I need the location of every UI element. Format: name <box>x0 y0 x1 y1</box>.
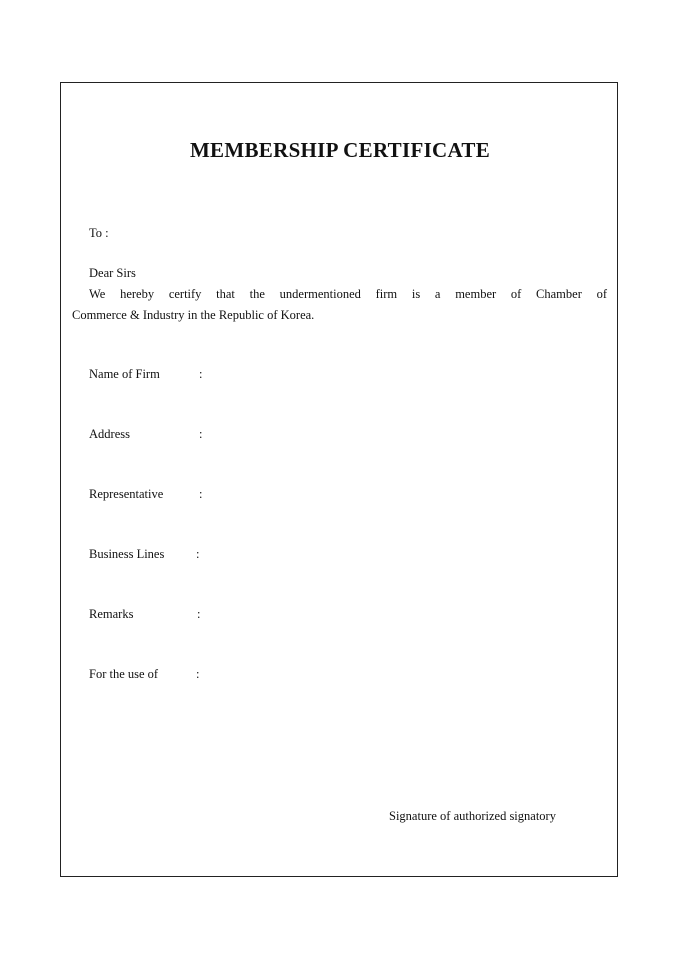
field-label-remarks: Remarks <box>89 607 134 621</box>
field-label-business-lines: Business Lines <box>89 547 165 561</box>
certification-text-line-1: We hereby certify that the undermentioned firm is a member of Chamber of <box>89 287 607 301</box>
field-colon-name-of-firm: : <box>199 367 203 381</box>
certificate-title: MEMBERSHIP CERTIFICATE <box>189 138 491 162</box>
salutation: Dear Sirs <box>89 266 136 280</box>
field-label-name-of-firm: Name of Firm <box>89 367 160 381</box>
field-label-address: Address <box>89 427 130 441</box>
field-colon-representative: : <box>199 487 203 501</box>
certificate-border <box>60 82 618 877</box>
field-colon-address: : <box>199 427 203 441</box>
field-colon-remarks: : <box>197 607 201 621</box>
signature-label: Signature of authorized signatory <box>389 809 556 823</box>
field-colon-business-lines: : <box>196 547 200 561</box>
field-label-for-the-use-of: For the use of <box>89 667 159 681</box>
field-label-representative: Representative <box>89 487 164 501</box>
field-colon-for-the-use-of: : <box>196 667 200 681</box>
to-line: To : <box>89 226 109 240</box>
certification-text-line-2: Commerce & Industry in the Republic of Korea. <box>72 308 315 322</box>
